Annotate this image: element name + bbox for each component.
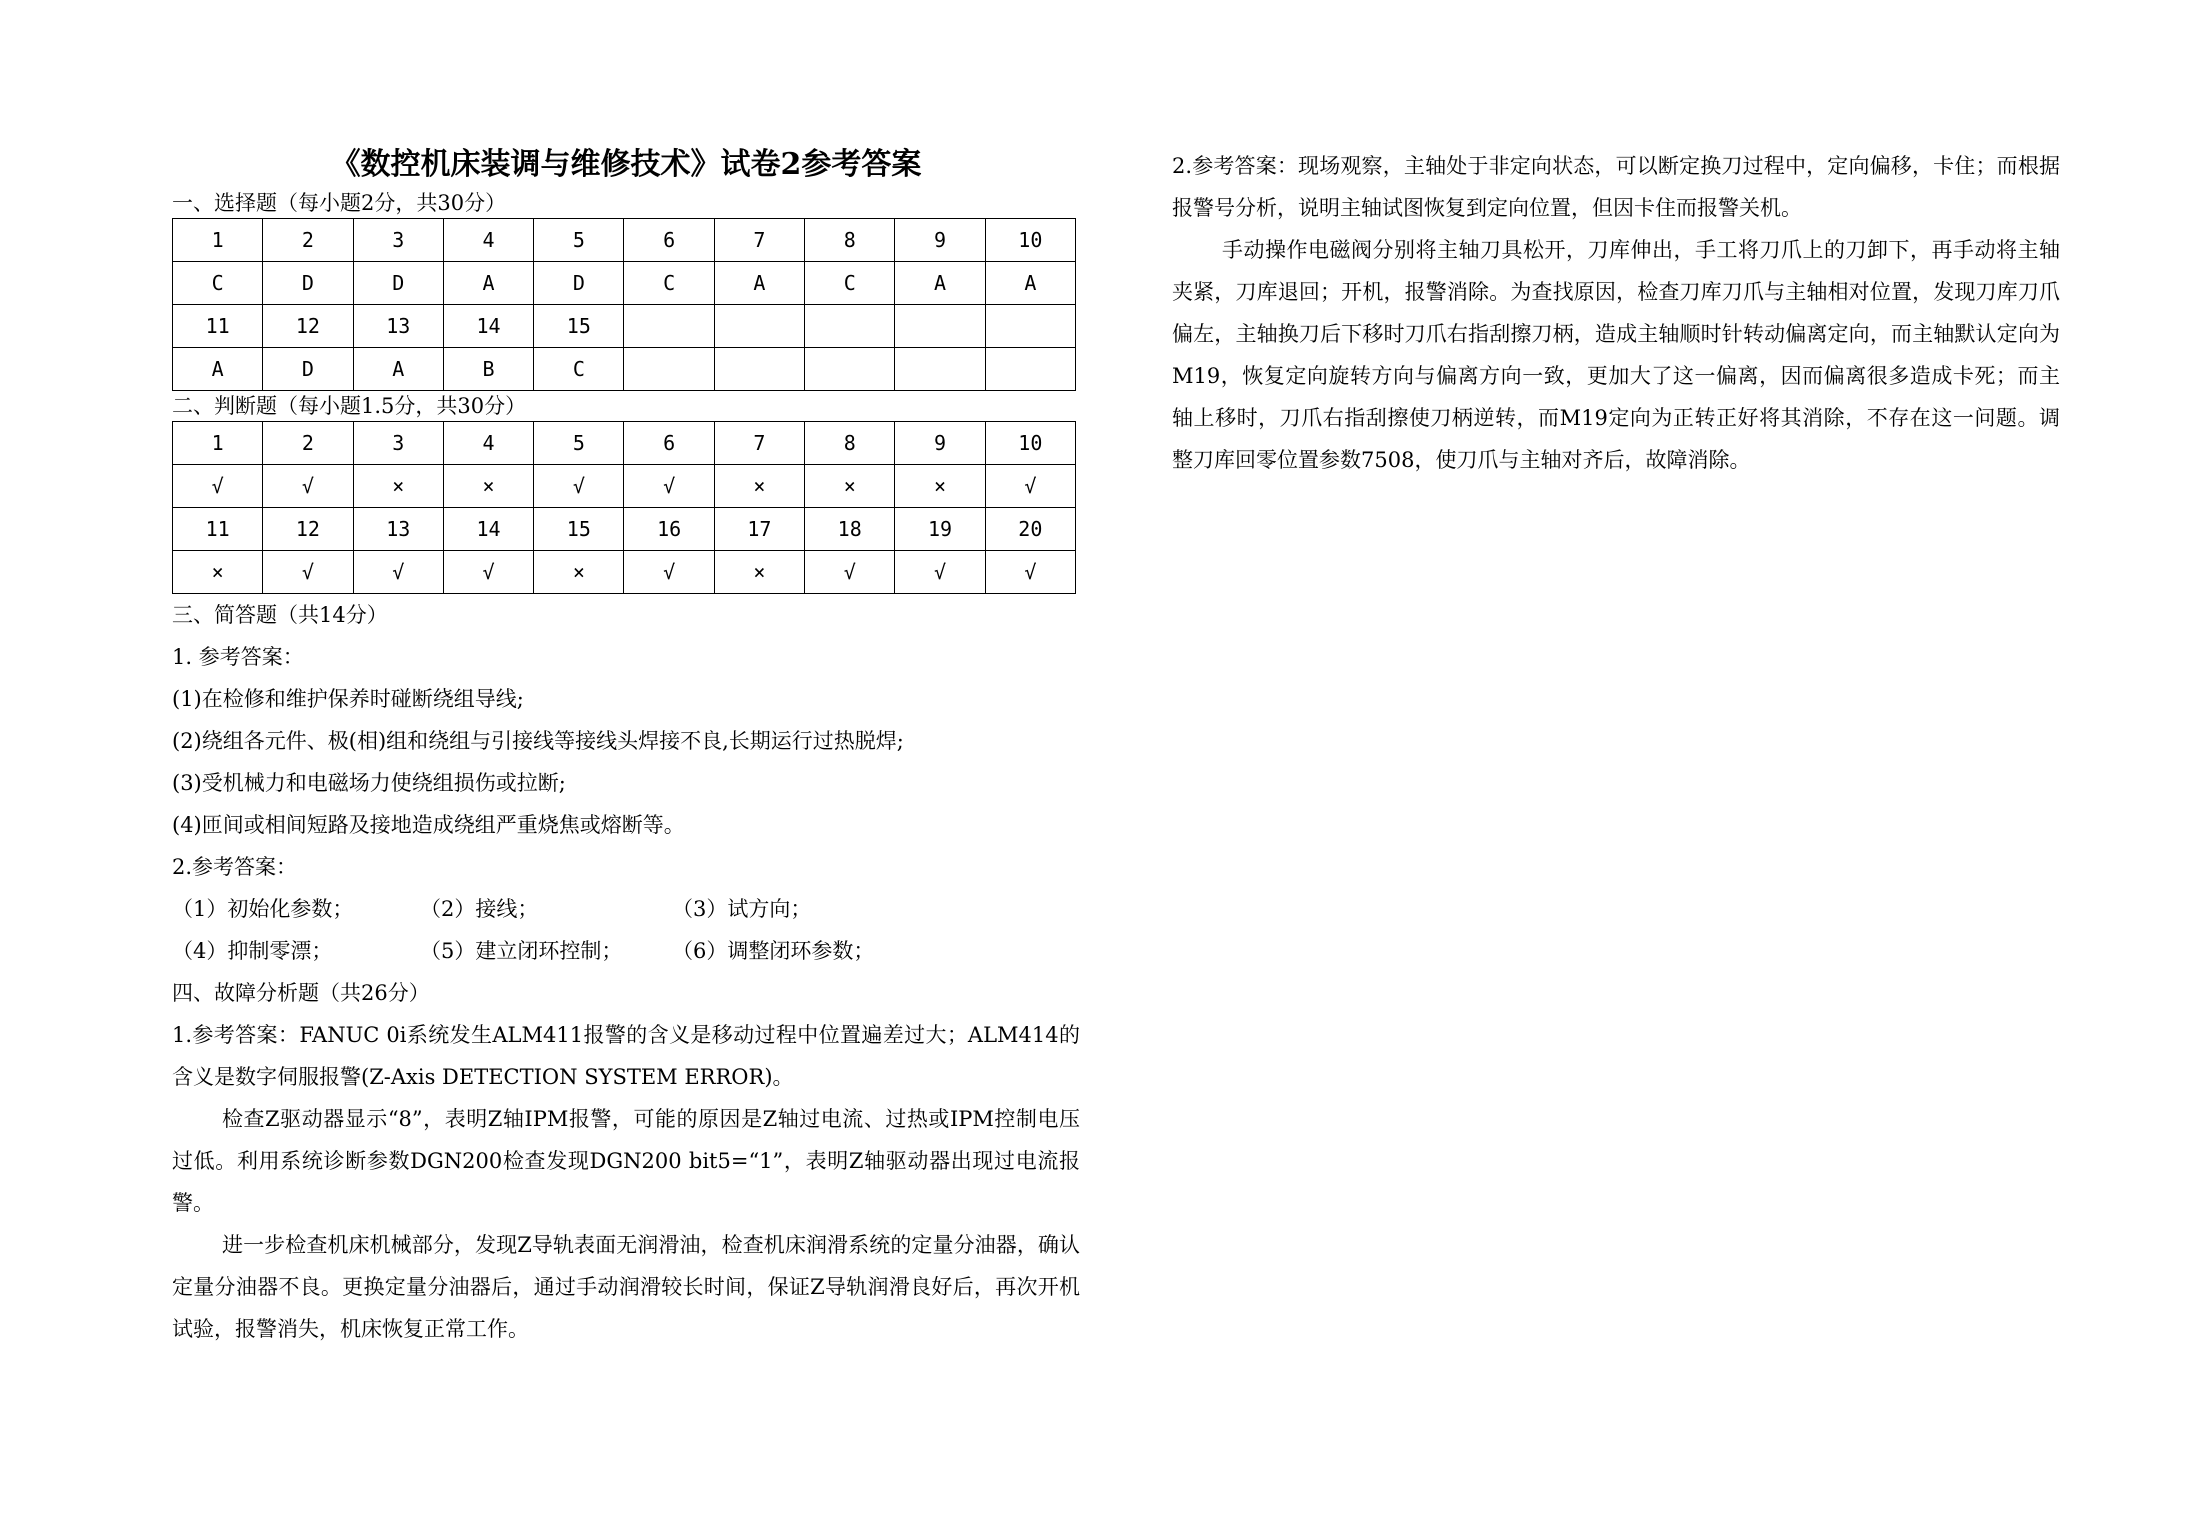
answer-cell: D <box>263 262 353 305</box>
q2-grid-row <box>172 930 1080 972</box>
question-number-cell: 14 <box>443 305 533 348</box>
question-number-cell: 16 <box>624 508 714 551</box>
answer-cell: × <box>534 551 624 594</box>
fault-analysis-paragraph: 2.参考答案：现场观察，主轴处于非定向状态，可以断定换刀过程中，定向偏移，卡住；而根据报警号分析，说明主轴试图恢复到定向位置，但因卡住而报警关机。 <box>1172 154 2060 220</box>
answer-cell: C <box>534 348 624 391</box>
choice-answer-row <box>173 262 1076 305</box>
answer-cell: × <box>895 465 985 508</box>
question-number-cell: 17 <box>714 508 804 551</box>
q1-item: (2)绕组各元件、极(相)组和绕组与引接线等接线头焊接不良,长期运行过热脱焊; <box>172 729 904 753</box>
answer-cell: D <box>534 262 624 305</box>
answer-cell: D <box>353 262 443 305</box>
answer-cell: × <box>353 465 443 508</box>
answer-cell: A <box>985 262 1075 305</box>
answer-cell: C <box>805 262 895 305</box>
q1-item: (1)在检修和维护保养时碰断绕组导线; <box>172 687 524 711</box>
answer-cell <box>895 348 985 391</box>
left-column <box>172 142 1080 1350</box>
section2-heading: 二、判断题（每小题1.5分，共30分） <box>172 394 527 418</box>
question-number-cell: 15 <box>534 305 624 348</box>
question-number-cell: 10 <box>985 219 1075 262</box>
judgment-answer-row <box>173 551 1076 594</box>
answer-cell: A <box>714 262 804 305</box>
question-number-cell: 13 <box>353 508 443 551</box>
answer-cell: D <box>263 348 353 391</box>
judgment-number-row <box>173 422 1076 465</box>
question-number-cell: 9 <box>895 219 985 262</box>
answer-cell: √ <box>805 551 895 594</box>
answer-cell: C <box>624 262 714 305</box>
answer-cell <box>805 348 895 391</box>
q2-step: （1）初始化参数； <box>172 897 354 921</box>
question-number-cell: 3 <box>353 219 443 262</box>
answer-cell: A <box>173 348 263 391</box>
question-number-cell: 13 <box>353 305 443 348</box>
question-number-cell <box>624 305 714 348</box>
answer-cell: C <box>173 262 263 305</box>
question-number-cell: 6 <box>624 219 714 262</box>
choice-number-row <box>173 219 1076 262</box>
question-number-cell: 4 <box>443 422 533 465</box>
fault-analysis-paragraph: 进一步检查机床机械部分，发现Z导轨表面无润滑油，检查机床润滑系统的定量分油器，确认定量分油器不良。更换定量分油器后，通过手动润滑较长时间，保证Z导轨润滑良好后，再次开机试验，报警消失，机床恢复正常工作。 <box>172 1233 1080 1341</box>
fault-analysis-paragraph: 1.参考答案：FANUC 0i系统发生ALM411报警的含义是移动过程中位置遍差过大；ALM414的含义是数字伺服报警(Z-Axis DETECTION SYSTEM ERROR)。 <box>172 1023 1080 1089</box>
answer-cell: × <box>443 465 533 508</box>
q1-item: (4)匝间或相间短路及接地造成绕组严重烧焦或熔断等。 <box>172 813 685 837</box>
right-column <box>1172 145 2060 481</box>
answer-cell: √ <box>985 465 1075 508</box>
answer-cell: × <box>805 465 895 508</box>
judgment-answer-table <box>172 421 1076 594</box>
question-number-cell: 11 <box>173 508 263 551</box>
question-number-cell: 9 <box>895 422 985 465</box>
q2-label: 2.参考答案： <box>172 855 298 879</box>
q2-step: （6）调整闭环参数； <box>672 939 875 963</box>
answer-cell: √ <box>443 551 533 594</box>
answer-cell: √ <box>985 551 1075 594</box>
q2-step: （3）试方向； <box>672 897 812 921</box>
answer-cell: √ <box>173 465 263 508</box>
answer-cell <box>624 348 714 391</box>
question-number-cell: 8 <box>805 422 895 465</box>
answer-cell: √ <box>353 551 443 594</box>
question-number-cell: 11 <box>173 305 263 348</box>
answer-cell: √ <box>263 465 353 508</box>
q2-step: （4）抑制零漂； <box>172 939 333 963</box>
answer-cell: √ <box>895 551 985 594</box>
answer-cell: × <box>173 551 263 594</box>
answer-cell: √ <box>534 465 624 508</box>
q1-label: 1. 参考答案： <box>172 645 304 669</box>
answer-cell <box>985 348 1075 391</box>
question-number-cell: 18 <box>805 508 895 551</box>
question-number-cell: 5 <box>534 219 624 262</box>
question-number-cell <box>895 305 985 348</box>
question-number-cell: 1 <box>173 219 263 262</box>
question-number-cell: 2 <box>263 422 353 465</box>
answer-cell <box>714 348 804 391</box>
judgment-number-row <box>173 508 1076 551</box>
fault-analysis-paragraph: 手动操作电磁阀分别将主轴刀具松开，刀库伸出，手工将刀爪上的刀卸下，再手动将主轴夹紧，刀库退回；开机，报警消除。为查找原因，检查刀库刀爪与主轴相对位置，发现刀库刀爪偏左，主轴换刀后下移时刀爪右指刮擦刀柄，造成主轴顺时针转动偏离定向，而主轴默认定向为M19，恢复定向旋转方向与偏离方向一致，更加大了这一偏离，因而偏离很多造成卡死；而主轴上移时，刀爪右指刮擦使刀柄逆转，而M19定向为正转正好将其消除，不存在这一问题。调整刀库回零位置参数7508，使刀爪与主轴对齐后，故障消除。 <box>1172 238 2060 472</box>
answer-cell: B <box>443 348 533 391</box>
answer-cell: √ <box>263 551 353 594</box>
question-number-cell: 8 <box>805 219 895 262</box>
choice-answer-row <box>173 348 1076 391</box>
answer-cell: A <box>895 262 985 305</box>
section1-heading: 一、选择题（每小题2分，共30分） <box>172 191 507 215</box>
answer-cell: √ <box>624 465 714 508</box>
question-number-cell: 10 <box>985 422 1075 465</box>
question-number-cell: 7 <box>714 422 804 465</box>
question-number-cell: 15 <box>534 508 624 551</box>
section4-heading: 四、故障分析题（共26分） <box>172 981 430 1005</box>
question-number-cell: 3 <box>353 422 443 465</box>
answer-cell: A <box>443 262 533 305</box>
question-number-cell: 2 <box>263 219 353 262</box>
question-number-cell: 6 <box>624 422 714 465</box>
question-number-cell: 12 <box>263 305 353 348</box>
question-number-cell <box>805 305 895 348</box>
judgment-answer-row <box>173 465 1076 508</box>
question-number-cell <box>985 305 1075 348</box>
choice-answer-table <box>172 218 1076 391</box>
answer-cell: × <box>714 551 804 594</box>
q2-step: （5）建立闭环控制； <box>420 939 623 963</box>
q2-grid-row <box>172 888 1080 930</box>
question-number-cell: 19 <box>895 508 985 551</box>
question-number-cell <box>714 305 804 348</box>
answer-cell: √ <box>624 551 714 594</box>
question-number-cell: 1 <box>173 422 263 465</box>
choice-number-row <box>173 305 1076 348</box>
fault-analysis-paragraph: 检查Z驱动器显示“8”，表明Z轴IPM报警，可能的原因是Z轴过电流、过热或IPM控制电压过低。利用系统诊断参数DGN200检查发现DGN200 bit5=“1”，表明Z轴驱动器出现过电流报警。 <box>172 1107 1080 1215</box>
question-number-cell: 5 <box>534 422 624 465</box>
q2-step: （2）接线； <box>420 897 539 921</box>
question-number-cell: 7 <box>714 219 804 262</box>
question-number-cell: 14 <box>443 508 533 551</box>
section3-heading: 三、简答题（共14分） <box>172 603 388 627</box>
page-title: 《数控机床装调与维修技术》试卷2参考答案 <box>330 147 922 182</box>
question-number-cell: 12 <box>263 508 353 551</box>
question-number-cell: 4 <box>443 219 533 262</box>
q1-item: (3)受机械力和电磁场力使绕组损伤或拉断; <box>172 771 566 795</box>
answer-cell: A <box>353 348 443 391</box>
question-number-cell: 20 <box>985 508 1075 551</box>
answer-cell: × <box>714 465 804 508</box>
